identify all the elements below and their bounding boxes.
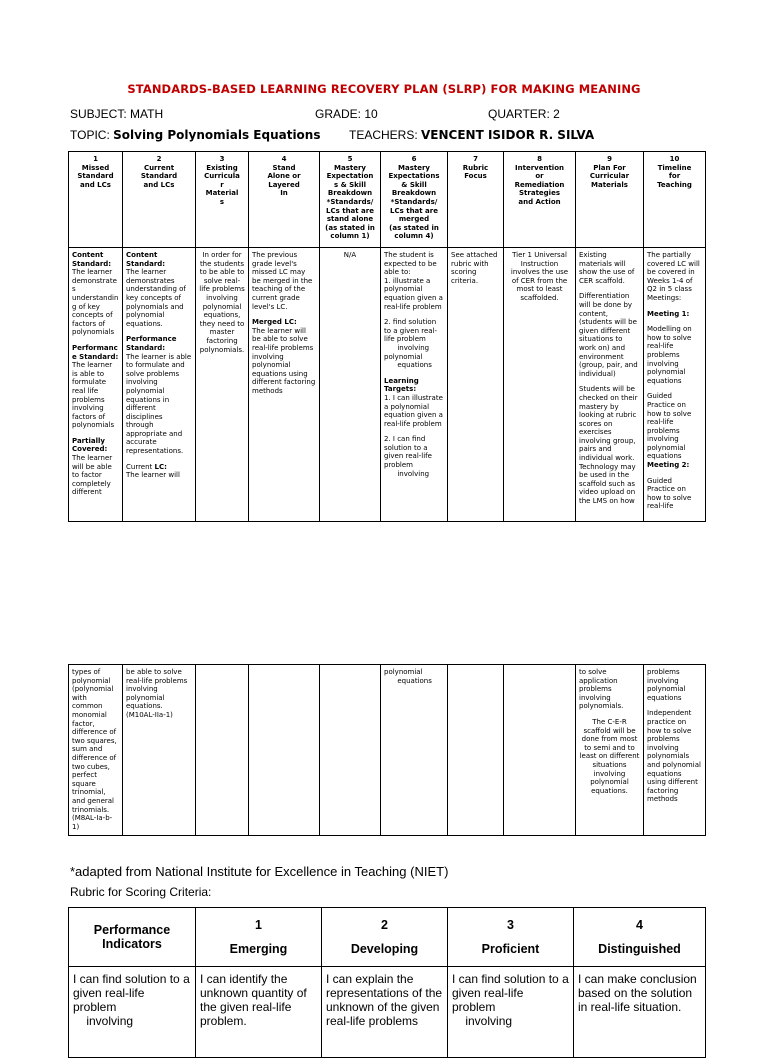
- rubric-cell-distinguished: I can make conclusion based on the solution in real-life situation.: [574, 967, 706, 1058]
- cell-rubric-focus-cont: [448, 665, 504, 836]
- target-2: 2. I can find solution to a given real-life problem involving: [384, 435, 432, 478]
- col-header-plan-materials: 9 Plan For Curricular Materials: [576, 152, 644, 248]
- rubric-level-number: 4: [636, 918, 643, 932]
- table-row: [69, 248, 706, 522]
- teachers-line: [349, 128, 594, 142]
- expectation-1: The student is expected to be able to: 1. illustrate a polynomial equation given a real-life problem: [384, 251, 443, 311]
- timeline-text-cont-1: problems involving polynomial equations: [647, 668, 688, 702]
- cell-existing-materials: In order for the students to be able to solve real-life problems involving polynomial equations, they need to master factoring polynomials.: [196, 248, 249, 522]
- col-header-rubric-focus: 7 Rubric Focus: [448, 152, 504, 248]
- cell-timeline: [644, 248, 706, 522]
- col-header-current-standard: 2 Current Standard and LCs: [123, 152, 196, 248]
- content-standard-label: Content Standard:: [72, 251, 112, 268]
- cell-intervention-cont: [504, 665, 576, 836]
- rubric-table: [68, 907, 706, 1058]
- grade-label: GRADE: 10: [315, 107, 378, 121]
- rubric-header-indicators: [69, 908, 196, 967]
- cell-existing-materials-cont: [196, 665, 249, 836]
- topic-value: Solving Polynomials Equations: [113, 128, 321, 142]
- expectation-2: 2. find solution to a given real-life problem involving polynomial equations: [384, 318, 438, 370]
- timeline-text-2: Modelling on how to solve real-life problems involving polynomial equations: [647, 325, 694, 385]
- col-header-mastery-stand-alone: 5 Mastery Expectation s & Skill Breakdown *Standards/ LCs that are stand alone (as stated in column 1): [320, 152, 381, 248]
- content-standard-text: The learner demonstrates understanding of key concepts of polynomials and polynomial equations.: [126, 268, 189, 328]
- current-lc-text: The learner will: [126, 471, 180, 480]
- quarter-label: QUARTER: 2: [488, 107, 560, 121]
- plan-text-cont-1: to solve application problems involving polynomials.: [579, 668, 624, 711]
- timeline-text-3: Guided Practice on how to solve real-life problems involving polynomial equations: [647, 392, 694, 461]
- slrp-table-page1: [68, 151, 706, 522]
- cell-mastery-stand-alone: N/A: [320, 248, 381, 522]
- col-header-existing-materials: 3 Existing Curricula r Material s: [196, 152, 249, 248]
- timeline-text-cont-2: Independent practice on how to solve problems involving polynomials and polynomial equations using different factoring methods: [647, 709, 704, 804]
- cell-mastery-merged: [381, 248, 448, 522]
- merged-lc-text: The learner will be able to solve real-life problems involving polynomial equations using different factoring methods: [252, 326, 318, 395]
- col-header-missed-standard: 1 Missed Standard and LCs: [69, 152, 123, 248]
- performance-standard-label: Performance Standard:: [126, 335, 177, 352]
- rubric-level-number: 3: [507, 918, 514, 932]
- rubric-level-label: Emerging: [229, 942, 288, 956]
- rubric-level-number: 1: [255, 918, 262, 932]
- plan-text-2: Differentiation will be done by content, (students will be given different situations to work on) and environment (group, pair, and individual): [579, 292, 640, 378]
- cell-stand-alone: [249, 248, 320, 522]
- meeting-1-label: Meeting 1:: [647, 309, 690, 318]
- topic-line: [70, 128, 321, 142]
- rubric-cell-developing: I can explain the representations of the unknown of the given real-life problems: [322, 967, 448, 1058]
- rubric-header-emerging: [196, 908, 322, 967]
- performance-standard-text: The learner is able to formulate and solve problems involving polynomial equations in different disciplines through appropriate and accurate representations.: [126, 352, 194, 456]
- cell-current-standard: [123, 248, 196, 522]
- rubric-header-label: Performance Indicators: [93, 923, 171, 951]
- plan-text-cont-2: The C-E-R scaffold will be done from most to semi and to least on different situations involving polynomial equations.: [579, 717, 642, 795]
- meeting-2-label: Meeting 2:: [647, 461, 690, 470]
- rubric-level-number: 2: [381, 918, 388, 932]
- cell-rubric-focus: See attached rubric with scoring criteria.: [448, 248, 504, 522]
- teachers-value: VENCENT ISIDOR R. SILVA: [421, 128, 595, 142]
- performance-standard-label: Performanc e Standard:: [72, 343, 119, 361]
- plan-text-1: Existing materials will show the use of CER scaffold.: [579, 251, 637, 285]
- rubric-header-proficient: [448, 908, 574, 967]
- content-standard-text: The learner demonstrates understandin g of key concepts of factors of polynomials: [72, 268, 121, 337]
- cell-plan-materials: [576, 248, 644, 522]
- rubric-cell-proficient: I can find solution to a given real-life problem involving: [448, 967, 574, 1058]
- rubric-header-row: [69, 908, 706, 967]
- col-header-timeline: 10 Timeline for Teaching: [644, 152, 706, 248]
- page-title: STANDARDS-BASED LEARNING RECOVERY PLAN (SLRP) FOR MAKING MEANING: [127, 82, 641, 96]
- current-lc-prefix: Current: [126, 462, 155, 471]
- topic-label: TOPIC:: [70, 128, 114, 142]
- teachers-label: TEACHERS:: [349, 128, 422, 142]
- rubric-level-label: Developing: [350, 942, 419, 956]
- learning-targets-label: Learning Targets:: [384, 376, 419, 394]
- content-standard-label: Content Standard:: [126, 251, 166, 268]
- rubric-row: [69, 967, 706, 1058]
- performance-standard-text: The learner is able to formulate real life problems involving factors of polynomials: [72, 361, 115, 430]
- timeline-text-4: Guided Practice on how to solve real-life: [647, 476, 694, 511]
- rubric-header-developing: [322, 908, 448, 967]
- col-header-mastery-merged: 6 Mastery Expectations & Skill Breakdown *Standards/ LCs that are merged (as stated in column 4): [381, 152, 448, 248]
- footnote: *adapted from National Institute for Excellence in Teaching (NIET): [70, 864, 449, 879]
- subject-label: SUBJECT: MATH: [70, 107, 164, 121]
- merged-lc-label: Merged LC:: [252, 318, 297, 327]
- slrp-table-page2: [68, 664, 706, 836]
- header-row: [69, 152, 706, 248]
- col-header-stand-alone: 4 Stand Alone or Layered In: [249, 152, 320, 248]
- rubric-header-distinguished: [574, 908, 706, 967]
- cell-mastery-merged-cont: polynomial equations: [381, 665, 448, 836]
- cell-stand-alone-cont: [249, 665, 320, 836]
- cell-mastery-stand-alone-cont: [320, 665, 381, 836]
- plan-text-3: Students will be checked on their mastery by looking at rubric scores on exercises involving group, pairs and individual work. Technology may be used in the scaffold such as video upload on the LMS on how: [579, 385, 640, 506]
- partially-covered-text: The learner will be able to factor completely different: [72, 454, 115, 497]
- target-1: 1. I can illustrate a polynomial equation given a real-life problem: [384, 393, 446, 428]
- rubric-title: Rubric for Scoring Criteria:: [70, 885, 212, 899]
- rubric-level-label: Distinguished: [598, 942, 681, 956]
- rubric-cell-indicator: I can find solution to a given real-life problem involving: [69, 967, 196, 1058]
- rubric-cell-emerging: I can identify the unknown quantity of the given real-life problem.: [196, 967, 322, 1058]
- cell-missed-standard-cont: types of polynomial (polynomial with common monomial factor, difference of two squares, sum and difference of two cubes, perfect square trinomial, and general trinomials. (M8AL-Ia-b-1): [69, 665, 123, 836]
- cell-missed-standard: [69, 248, 123, 522]
- cell-timeline-cont: [644, 665, 706, 836]
- stand-alone-text: The previous grade level's missed LC may be merged in the teaching of the current grade level's LC.: [252, 251, 315, 311]
- rubric-level-label: Proficient: [481, 942, 540, 956]
- cell-intervention: Tier 1 Universal Instruction involves the use of CER from the most to least scaffolded.: [504, 248, 576, 522]
- timeline-text-1: The partially covered LC will be covered in Weeks 1-4 of Q2 in 5 class Meetings:: [647, 251, 703, 302]
- col-header-intervention: 8 Intervention or Remediation Strategies and Action: [504, 152, 576, 248]
- table-row: [69, 665, 706, 836]
- cell-current-standard-cont: be able to solve real-life problems involving polynomial equations. (M10AL-IIa-1): [123, 665, 196, 836]
- current-lc-label: LC:: [154, 462, 167, 471]
- partially-covered-label: Partially Covered:: [72, 436, 108, 454]
- cell-plan-materials-cont: [576, 665, 644, 836]
